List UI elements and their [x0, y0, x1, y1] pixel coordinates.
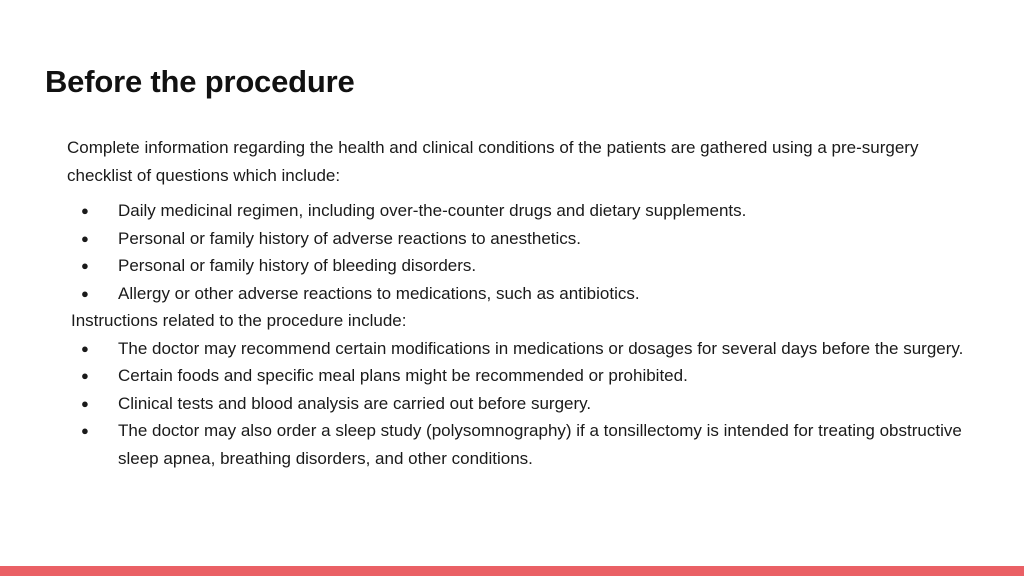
instruction-item: [67, 362, 967, 390]
instruction-item-text: The doctor may also order a sleep study (polysomnography) if a tonsillectomy is intended for treating obstructive sleep apnea, breathing disorders, and other conditions.: [118, 421, 962, 468]
instruction-item-text: Clinical tests and blood analysis are carried out before surgery.: [118, 393, 592, 413]
instruction-item-text: The doctor may recommend certain modifications in medications or dosages for several days before the surgery.: [118, 338, 964, 358]
bullet-icon: ●: [81, 395, 89, 411]
checklist-item-text: Personal or family history of bleeding disorders.: [118, 256, 477, 275]
checklist-item-text: Allergy or other adverse reactions to medications, such as antibiotics.: [118, 283, 640, 303]
bullet-icon: ●: [81, 285, 89, 301]
intro-paragraph: Complete information regarding the health and clinical conditions of the patients are gathered using a pre-surgery checklist of questions which include:: [67, 138, 919, 185]
instructions-heading: Instructions related to the procedure include:: [71, 311, 407, 330]
bullet-icon: ●: [81, 258, 89, 273]
checklist-item: [67, 280, 967, 308]
bullet-icon: ●: [81, 423, 89, 438]
checklist-item-text: Personal or family history of adverse reactions to anesthetics.: [118, 228, 581, 248]
checklist-item: [67, 225, 967, 253]
instruction-item: [67, 390, 967, 418]
bullet-icon: ●: [81, 368, 89, 383]
instruction-item: [67, 417, 967, 472]
checklist-item: [67, 252, 967, 280]
footer-accent-bar: [0, 566, 1024, 576]
instruction-item-text: Certain foods and specific meal plans might be recommended or prohibited.: [118, 366, 688, 385]
bullet-icon: ●: [81, 340, 89, 356]
instructions-list: [67, 335, 967, 473]
instruction-item: [67, 335, 967, 363]
slide-title: Before the procedure: [45, 64, 355, 99]
checklist-item: [67, 197, 967, 225]
bullet-icon: ●: [81, 203, 89, 218]
checklist: [67, 197, 967, 307]
slide-body: [67, 134, 967, 472]
bullet-icon: ●: [81, 230, 89, 246]
checklist-item-text: Daily medicinal regimen, including over-the-counter drugs and dietary supplements.: [118, 201, 747, 220]
